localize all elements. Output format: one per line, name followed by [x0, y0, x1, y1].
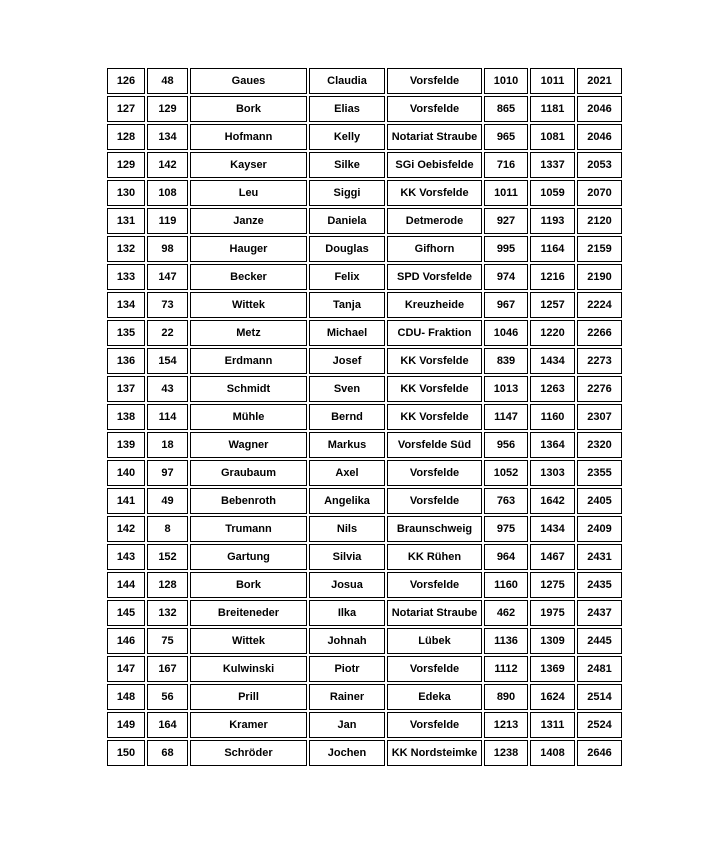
cell-result-1: 839	[484, 348, 528, 374]
cell-start-number: 97	[147, 460, 188, 486]
cell-last-name: Bork	[190, 572, 307, 598]
cell-rank: 135	[107, 320, 145, 346]
cell-club: KK Vorsfelde	[387, 348, 482, 374]
cell-first-name: Kelly	[309, 124, 385, 150]
cell-club: Vorsfelde	[387, 96, 482, 122]
cell-first-name: Claudia	[309, 68, 385, 94]
cell-last-name: Mühle	[190, 404, 307, 430]
cell-rank: 144	[107, 572, 145, 598]
cell-club: Edeka	[387, 684, 482, 710]
cell-last-name: Hofmann	[190, 124, 307, 150]
cell-rank: 137	[107, 376, 145, 402]
cell-result-1: 1160	[484, 572, 528, 598]
cell-club: Vorsfelde	[387, 488, 482, 514]
cell-last-name: Wittek	[190, 628, 307, 654]
cell-start-number: 73	[147, 292, 188, 318]
cell-result-2: 1164	[530, 236, 575, 262]
cell-first-name: Josua	[309, 572, 385, 598]
cell-total: 2273	[577, 348, 622, 374]
cell-start-number: 164	[147, 712, 188, 738]
cell-last-name: Metz	[190, 320, 307, 346]
cell-total: 2445	[577, 628, 622, 654]
cell-first-name: Ilka	[309, 600, 385, 626]
cell-result-2: 1624	[530, 684, 575, 710]
cell-last-name: Prill	[190, 684, 307, 710]
cell-total: 2646	[577, 740, 622, 766]
cell-result-1: 865	[484, 96, 528, 122]
cell-club: KK Rühen	[387, 544, 482, 570]
cell-club: Vorsfelde	[387, 712, 482, 738]
cell-result-2: 1257	[530, 292, 575, 318]
cell-total: 2409	[577, 516, 622, 542]
cell-result-1: 1136	[484, 628, 528, 654]
cell-start-number: 22	[147, 320, 188, 346]
cell-total: 2053	[577, 152, 622, 178]
cell-result-1: 1052	[484, 460, 528, 486]
cell-result-1: 1013	[484, 376, 528, 402]
cell-club: Vorsfelde	[387, 68, 482, 94]
cell-last-name: Gartung	[190, 544, 307, 570]
cell-first-name: Tanja	[309, 292, 385, 318]
cell-total: 2190	[577, 264, 622, 290]
cell-last-name: Schmidt	[190, 376, 307, 402]
cell-result-2: 1369	[530, 656, 575, 682]
cell-first-name: Piotr	[309, 656, 385, 682]
cell-result-2: 1309	[530, 628, 575, 654]
cell-last-name: Leu	[190, 180, 307, 206]
cell-first-name: Sven	[309, 376, 385, 402]
cell-result-1: 1238	[484, 740, 528, 766]
cell-rank: 146	[107, 628, 145, 654]
cell-club: KK Nordsteimke	[387, 740, 482, 766]
cell-result-2: 1181	[530, 96, 575, 122]
cell-first-name: Bernd	[309, 404, 385, 430]
cell-club: Vorsfelde Süd	[387, 432, 482, 458]
cell-last-name: Graubaum	[190, 460, 307, 486]
cell-last-name: Hauger	[190, 236, 307, 262]
cell-result-2: 1220	[530, 320, 575, 346]
cell-total: 2120	[577, 208, 622, 234]
cell-rank: 126	[107, 68, 145, 94]
cell-club: Braunschweig	[387, 516, 482, 542]
cell-rank: 138	[107, 404, 145, 430]
cell-result-1: 974	[484, 264, 528, 290]
cell-result-2: 1408	[530, 740, 575, 766]
cell-first-name: Felix	[309, 264, 385, 290]
cell-first-name: Michael	[309, 320, 385, 346]
cell-result-2: 1081	[530, 124, 575, 150]
cell-rank: 128	[107, 124, 145, 150]
cell-result-1: 462	[484, 600, 528, 626]
cell-start-number: 49	[147, 488, 188, 514]
cell-club: Kreuzheide	[387, 292, 482, 318]
cell-result-1: 956	[484, 432, 528, 458]
cell-start-number: 129	[147, 96, 188, 122]
cell-result-2: 1642	[530, 488, 575, 514]
cell-start-number: 75	[147, 628, 188, 654]
cell-last-name: Bork	[190, 96, 307, 122]
cell-rank: 131	[107, 208, 145, 234]
cell-result-1: 763	[484, 488, 528, 514]
cell-total: 2481	[577, 656, 622, 682]
cell-first-name: Jochen	[309, 740, 385, 766]
cell-last-name: Kayser	[190, 152, 307, 178]
cell-club: Gifhorn	[387, 236, 482, 262]
cell-club: SGi Oebisfelde	[387, 152, 482, 178]
cell-result-2: 1311	[530, 712, 575, 738]
cell-result-2: 1303	[530, 460, 575, 486]
cell-start-number: 48	[147, 68, 188, 94]
cell-rank: 142	[107, 516, 145, 542]
cell-start-number: 147	[147, 264, 188, 290]
cell-rank: 148	[107, 684, 145, 710]
cell-rank: 141	[107, 488, 145, 514]
cell-first-name: Siggi	[309, 180, 385, 206]
cell-result-2: 1193	[530, 208, 575, 234]
cell-club: KK Vorsfelde	[387, 376, 482, 402]
cell-rank: 143	[107, 544, 145, 570]
cell-start-number: 167	[147, 656, 188, 682]
cell-result-1: 967	[484, 292, 528, 318]
cell-last-name: Wittek	[190, 292, 307, 318]
cell-result-2: 1975	[530, 600, 575, 626]
cell-rank: 140	[107, 460, 145, 486]
cell-last-name: Gaues	[190, 68, 307, 94]
cell-result-1: 1213	[484, 712, 528, 738]
cell-total: 2437	[577, 600, 622, 626]
cell-rank: 127	[107, 96, 145, 122]
cell-result-1: 965	[484, 124, 528, 150]
cell-rank: 139	[107, 432, 145, 458]
cell-start-number: 119	[147, 208, 188, 234]
cell-total: 2514	[577, 684, 622, 710]
cell-club: Detmerode	[387, 208, 482, 234]
cell-total: 2435	[577, 572, 622, 598]
cell-start-number: 98	[147, 236, 188, 262]
cell-rank: 132	[107, 236, 145, 262]
cell-first-name: Jan	[309, 712, 385, 738]
cell-result-1: 890	[484, 684, 528, 710]
cell-result-1: 995	[484, 236, 528, 262]
cell-rank: 133	[107, 264, 145, 290]
cell-total: 2224	[577, 292, 622, 318]
cell-total: 2159	[577, 236, 622, 262]
cell-club: Notariat Straube	[387, 124, 482, 150]
cell-result-1: 1011	[484, 180, 528, 206]
cell-club: KK Vorsfelde	[387, 404, 482, 430]
cell-result-2: 1364	[530, 432, 575, 458]
cell-club: Lübek	[387, 628, 482, 654]
cell-result-2: 1434	[530, 348, 575, 374]
cell-start-number: 68	[147, 740, 188, 766]
cell-start-number: 132	[147, 600, 188, 626]
cell-last-name: Erdmann	[190, 348, 307, 374]
cell-total: 2307	[577, 404, 622, 430]
cell-result-1: 927	[484, 208, 528, 234]
cell-rank: 147	[107, 656, 145, 682]
cell-first-name: Josef	[309, 348, 385, 374]
cell-total: 2276	[577, 376, 622, 402]
cell-first-name: Elias	[309, 96, 385, 122]
cell-rank: 134	[107, 292, 145, 318]
cell-result-1: 1147	[484, 404, 528, 430]
cell-total: 2021	[577, 68, 622, 94]
cell-result-2: 1337	[530, 152, 575, 178]
cell-start-number: 114	[147, 404, 188, 430]
cell-total: 2046	[577, 96, 622, 122]
cell-rank: 130	[107, 180, 145, 206]
cell-club: Vorsfelde	[387, 460, 482, 486]
cell-last-name: Becker	[190, 264, 307, 290]
cell-first-name: Rainer	[309, 684, 385, 710]
cell-rank: 129	[107, 152, 145, 178]
cell-total: 2070	[577, 180, 622, 206]
cell-first-name: Silke	[309, 152, 385, 178]
cell-start-number: 142	[147, 152, 188, 178]
cell-last-name: Wagner	[190, 432, 307, 458]
cell-rank: 136	[107, 348, 145, 374]
cell-last-name: Janze	[190, 208, 307, 234]
cell-result-2: 1434	[530, 516, 575, 542]
cell-result-1: 1010	[484, 68, 528, 94]
cell-start-number: 8	[147, 516, 188, 542]
cell-club: Vorsfelde	[387, 656, 482, 682]
cell-rank: 145	[107, 600, 145, 626]
cell-total: 2405	[577, 488, 622, 514]
cell-first-name: Angelika	[309, 488, 385, 514]
cell-result-2: 1160	[530, 404, 575, 430]
cell-result-1: 1046	[484, 320, 528, 346]
cell-first-name: Daniela	[309, 208, 385, 234]
cell-rank: 150	[107, 740, 145, 766]
cell-total: 2266	[577, 320, 622, 346]
cell-first-name: Douglas	[309, 236, 385, 262]
results-table	[105, 66, 624, 768]
cell-result-2: 1263	[530, 376, 575, 402]
cell-start-number: 108	[147, 180, 188, 206]
cell-club: Notariat Straube	[387, 600, 482, 626]
cell-start-number: 18	[147, 432, 188, 458]
cell-start-number: 128	[147, 572, 188, 598]
cell-last-name: Bebenroth	[190, 488, 307, 514]
cell-start-number: 154	[147, 348, 188, 374]
cell-first-name: Axel	[309, 460, 385, 486]
cell-start-number: 43	[147, 376, 188, 402]
cell-result-1: 716	[484, 152, 528, 178]
cell-last-name: Schröder	[190, 740, 307, 766]
cell-last-name: Breiteneder	[190, 600, 307, 626]
cell-result-2: 1011	[530, 68, 575, 94]
cell-total: 2355	[577, 460, 622, 486]
cell-rank: 149	[107, 712, 145, 738]
cell-club: KK Vorsfelde	[387, 180, 482, 206]
cell-total: 2431	[577, 544, 622, 570]
cell-result-2: 1467	[530, 544, 575, 570]
cell-first-name: Markus	[309, 432, 385, 458]
cell-total: 2320	[577, 432, 622, 458]
cell-club: SPD Vorsfelde	[387, 264, 482, 290]
cell-result-1: 1112	[484, 656, 528, 682]
cell-start-number: 152	[147, 544, 188, 570]
cell-result-2: 1059	[530, 180, 575, 206]
cell-first-name: Silvia	[309, 544, 385, 570]
cell-start-number: 134	[147, 124, 188, 150]
cell-first-name: Nils	[309, 516, 385, 542]
cell-result-1: 975	[484, 516, 528, 542]
cell-club: Vorsfelde	[387, 572, 482, 598]
cell-last-name: Trumann	[190, 516, 307, 542]
cell-first-name: Johnah	[309, 628, 385, 654]
cell-result-2: 1275	[530, 572, 575, 598]
cell-start-number: 56	[147, 684, 188, 710]
cell-total: 2524	[577, 712, 622, 738]
cell-total: 2046	[577, 124, 622, 150]
cell-club: CDU- Fraktion	[387, 320, 482, 346]
cell-result-1: 964	[484, 544, 528, 570]
cell-last-name: Kulwinski	[190, 656, 307, 682]
cell-last-name: Kramer	[190, 712, 307, 738]
cell-result-2: 1216	[530, 264, 575, 290]
